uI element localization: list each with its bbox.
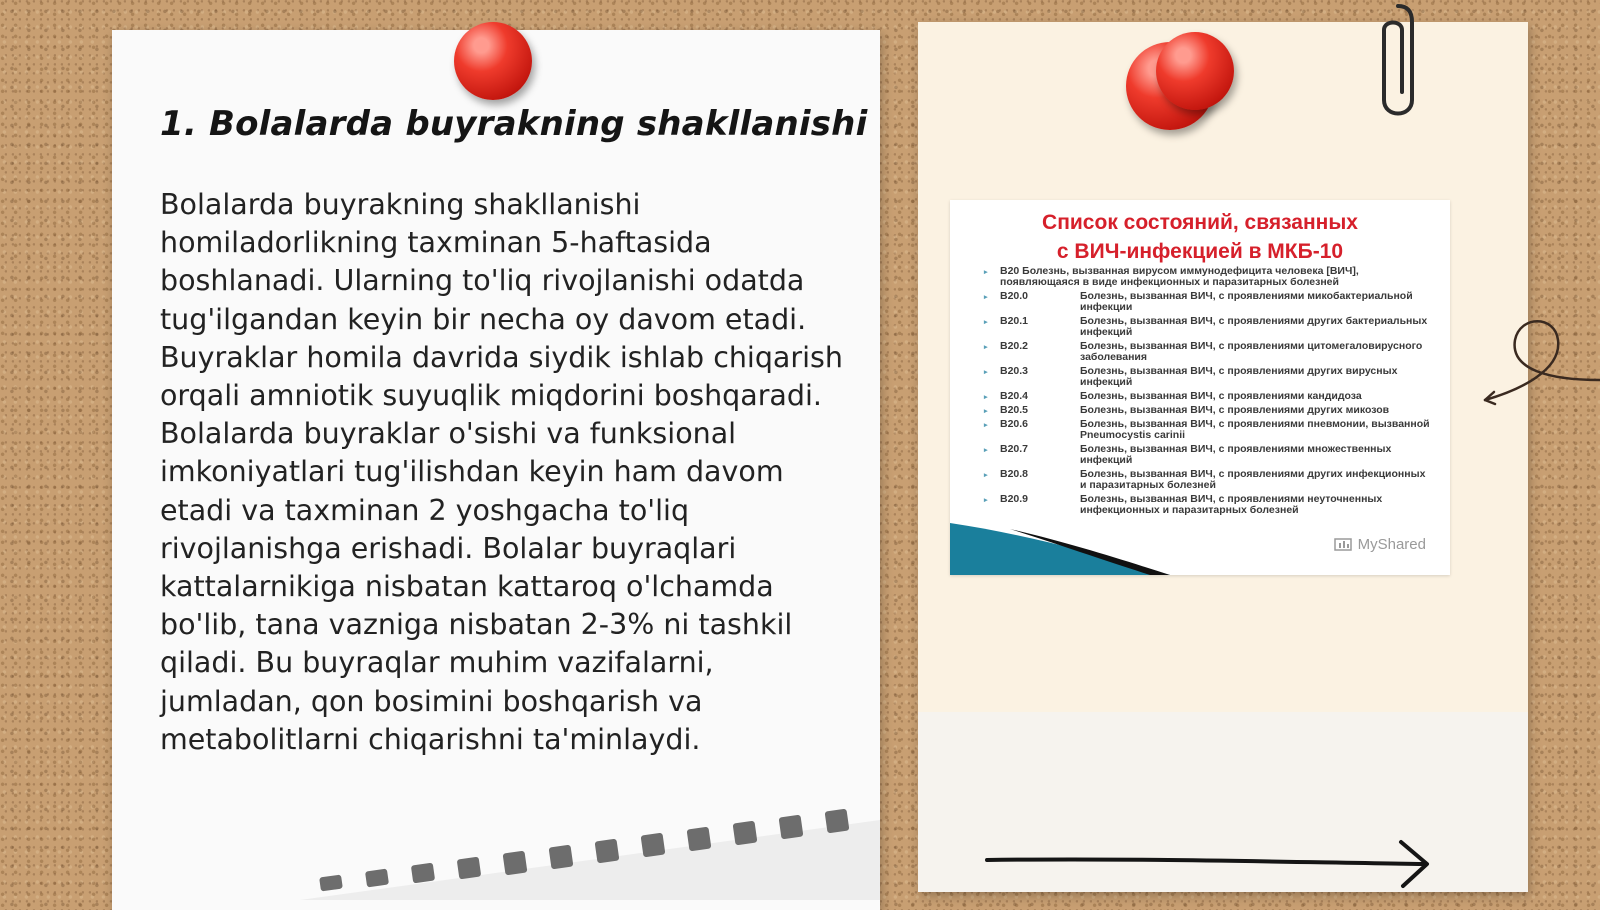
red-pushpin-right-front (1156, 32, 1234, 110)
bullet-icon: ▸ (984, 408, 988, 415)
list-item (984, 443, 1434, 466)
item-code: B20.6 (1000, 418, 1029, 430)
bullet-icon: ▸ (984, 369, 988, 376)
decorative-curl-arrow (1480, 310, 1600, 420)
list-item (984, 265, 1434, 288)
list-item (984, 404, 1434, 416)
bullet-icon: ▸ (984, 344, 988, 351)
slide-title-line2: с ВИЧ-инфекцией в МКБ-10 (1056, 240, 1344, 263)
bullet-icon: ▸ (984, 497, 988, 504)
red-pushpin-left (454, 22, 532, 100)
bullet-icon: ▸ (984, 447, 988, 454)
bullet-icon: ▸ (984, 472, 988, 479)
item-code: B20.1 (1000, 315, 1029, 327)
item-desc: Болезнь, вызванная ВИЧ, с проявлениями других микозов (1080, 404, 1390, 416)
item-desc: Болезнь, вызванная ВИЧ, с проявлениями кандидоза (1080, 390, 1362, 402)
list-item (984, 365, 1434, 388)
main-item-text: B20 Болезнь, вызванная вирусом иммунодефицита человека [ВИЧ], появляющаяся в виде инфекционных и паразитарных болезней (1000, 265, 1359, 288)
item-desc: Болезнь, вызванная ВИЧ, с проявлениями других бактериальных инфекций (1080, 315, 1428, 338)
item-desc: Болезнь, вызванная ВИЧ, с проявлениями неуточненных инфекционных и паразитарных болезней (1080, 493, 1383, 516)
item-desc: Болезнь, вызванная ВИЧ, с проявлениями пневмонии, вызванной Pneumocystis carinii (1080, 418, 1430, 441)
torn-binder-edge (300, 800, 880, 900)
item-desc: Болезнь, вызванная ВИЧ, с проявлениями цитомегаловирусного заболевания (1080, 340, 1423, 363)
item-code: B20.9 (1000, 493, 1029, 505)
item-code: B20.4 (1000, 390, 1029, 402)
item-code: B20.7 (1000, 443, 1029, 455)
slide-title (950, 208, 1450, 266)
paperclip-icon (1370, 0, 1420, 130)
item-code: B20.3 (1000, 365, 1029, 377)
item-desc: Болезнь, вызванная ВИЧ, с проявлениями микобактериальной инфекции (1080, 290, 1413, 313)
list-item (984, 390, 1434, 402)
list-item (984, 468, 1434, 491)
myshared-watermark (1334, 536, 1426, 553)
item-desc: Болезнь, вызванная ВИЧ, с проявлениями множественных инфекций (1080, 443, 1392, 466)
bullet-icon: ▸ (984, 269, 988, 276)
bullet-icon: ▸ (984, 394, 988, 401)
item-desc: Болезнь, вызванная ВИЧ, с проявлениями других вирусных инфекций (1080, 365, 1398, 388)
myshared-logo-icon (1334, 537, 1352, 553)
right-arrow-icon (985, 838, 1445, 898)
bullet-icon: ▸ (984, 422, 988, 429)
item-code: B20.2 (1000, 340, 1029, 352)
list-item (984, 290, 1434, 313)
item-code: B20.0 (1000, 290, 1029, 302)
bullet-icon: ▸ (984, 294, 988, 301)
item-code: B20.8 (1000, 468, 1029, 480)
list-item (984, 315, 1434, 338)
item-desc: Болезнь, вызванная ВИЧ, с проявлениями других инфекционных и паразитарных болезней (1080, 468, 1426, 491)
note-title: 1. Bolalarda buyrakning shakllanishi (160, 104, 868, 144)
slide-title-line1: Список состояний, связанных (1042, 211, 1358, 234)
list-item (984, 340, 1434, 363)
icd10-slide-image (950, 200, 1450, 575)
list-item (984, 493, 1434, 516)
note-body-text: Bolalarda buyrakning shakllanishi homiladorlikning taxminan 5-haftasida boshlanadi. Ularning to'liq rivojlanishi odatda tug'ilgandan keyin bir necha oy davom etadi. Buyraklar homila davrida siydik ishlab chiqarish orqali amniotik suyuqlik miqdorini boshqaradi. Bolalarda buyraklar o'sishi va funksional imkoniyatlari tug'ilishdan keyin ham davom etadi va taxminan 2 yoshgacha to'liq rivojlanishga erishadi. Bolalar buyraqlari kattalarnikiga nisbatan kattaroq o'lchamda bo'lib, tana vazniga nisbatan 2-3% ni tashkil qiladi. Bu buyraqlar muhim vazifalarni, jumladan, qon bosimini boshqarish va metabolitlarni chiqarishni ta'minlaydi. (160, 188, 843, 756)
item-code: B20.5 (1000, 404, 1029, 416)
slide-code-list (984, 265, 1434, 516)
bullet-icon: ▸ (984, 319, 988, 326)
list-item (984, 418, 1434, 441)
myshared-label: MyShared (1357, 536, 1426, 553)
